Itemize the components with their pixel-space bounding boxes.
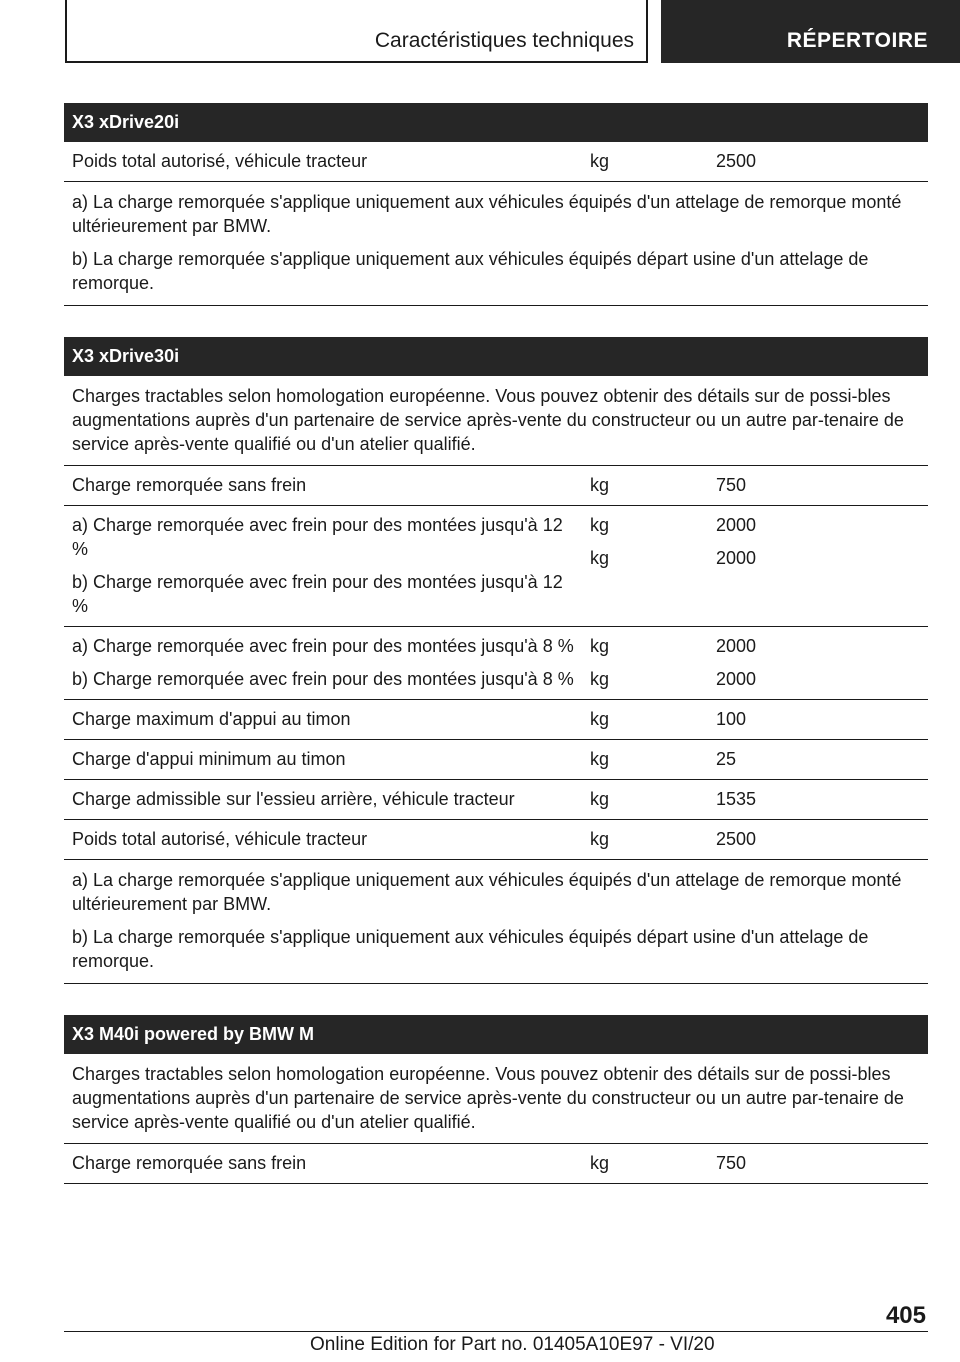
- row-unit: kg: [590, 789, 610, 809]
- row-label-b: b) Charge remorquée avec frein pour des montées jusqu'à 12 %: [72, 572, 563, 616]
- section-intro: Charges tractables selon homologation européenne. Vous pouvez obtenir des détails sur de possi-bles augmentations auprès d'un partenaire de service après-vente du constructeur ou un autre par-tenaire de service après-vente qualifié ou d'un atelier qualifié.: [64, 1054, 928, 1144]
- footnote-a: a) La charge remorquée s'applique uniquement aux véhicules équipés d'un attelage de remorque monté ultérieurement par BMW.: [72, 192, 902, 236]
- row-unit: kg: [590, 829, 610, 849]
- row-label: Charge d'appui minimum au timon: [72, 749, 346, 769]
- row-value: [708, 513, 928, 618]
- table-row: [64, 627, 928, 700]
- row-unit-a: kg: [590, 636, 610, 656]
- section-title: X3 M40i powered by BMW M: [64, 1015, 928, 1054]
- table-row: [64, 466, 928, 506]
- section-intro: Charges tractables selon homologation européenne. Vous pouvez obtenir des détails sur de possi-bles augmentations auprès d'un partenaire de service après-vente du constructeur ou un autre par-tenaire de service après-vente qualifié ou d'un atelier qualifié.: [64, 376, 928, 466]
- section-title: X3 xDrive30i: [64, 337, 928, 376]
- row-unit-a: kg: [590, 515, 610, 535]
- header-section-tab[interactable]: [65, 0, 648, 63]
- row-value: 2500: [716, 829, 757, 849]
- footer-divider: [64, 1331, 928, 1332]
- row-value: 1535: [716, 789, 757, 809]
- header-section-label: Caractéristiques techniques: [374, 29, 634, 52]
- row-label-a: a) Charge remorquée avec frein pour des montées jusqu'à 8 %: [72, 636, 574, 656]
- row-value: 2500: [716, 151, 757, 171]
- table-row: [64, 740, 928, 780]
- row-unit-b: kg: [590, 669, 610, 689]
- row-unit: kg: [590, 749, 610, 769]
- row-label: Charge maximum d'appui au timon: [72, 709, 351, 729]
- row-value: 25: [716, 749, 737, 769]
- row-unit: [582, 634, 708, 691]
- row-label: Charge remorquée sans frein: [72, 1153, 307, 1173]
- footer-edition: Online Edition for Part no. 01405A10E97 - VI/20: [310, 1334, 715, 1355]
- row-unit: [582, 513, 708, 618]
- row-label: [64, 634, 582, 691]
- table-row: [64, 1144, 928, 1184]
- row-label-b: b) Charge remorquée avec frein pour des montées jusqu'à 8 %: [72, 669, 574, 689]
- table-row: [64, 506, 928, 627]
- footnote-a: a) La charge remorquée s'applique uniquement aux véhicules équipés d'un attelage de remorque monté ultérieurement par BMW.: [72, 870, 902, 914]
- header-chapter-label: RÉPERTOIRE: [786, 29, 928, 52]
- row-label-a: a) Charge remorquée avec frein pour des montées jusqu'à 12 %: [72, 515, 563, 559]
- row-label: Poids total autorisé, véhicule tracteur: [72, 829, 368, 849]
- table-row: [64, 780, 928, 820]
- table-row: [64, 820, 928, 860]
- row-value-a: 2000: [716, 636, 757, 656]
- header-chapter-tab[interactable]: [661, 0, 960, 63]
- row-value-b: 2000: [716, 669, 757, 689]
- row-unit: kg: [590, 709, 610, 729]
- row-label: Poids total autorisé, véhicule tracteur: [72, 151, 368, 171]
- footnote-b: b) La charge remorquée s'applique uniquement aux véhicules équipés départ usine d'un attelage de remorque.: [72, 927, 869, 971]
- row-unit: kg: [590, 475, 610, 495]
- footnote-b: b) La charge remorquée s'applique uniquement aux véhicules équipés départ usine d'un attelage de remorque.: [72, 249, 869, 293]
- page-number: 405: [885, 1302, 926, 1329]
- row-value: 100: [716, 709, 747, 729]
- row-unit: kg: [590, 151, 610, 171]
- row-value: 750: [716, 1153, 747, 1173]
- table-row: [64, 700, 928, 740]
- section-title: X3 xDrive20i: [64, 103, 928, 142]
- spec-content: [64, 103, 928, 1184]
- footnotes: [64, 182, 928, 306]
- row-value: [708, 634, 928, 691]
- row-label: Charge admissible sur l'essieu arrière, véhicule tracteur: [72, 789, 515, 809]
- row-value-a: 2000: [716, 515, 757, 535]
- row-unit-b: kg: [590, 548, 610, 568]
- row-value-b: 2000: [716, 548, 757, 568]
- row-label: Charge remorquée sans frein: [72, 475, 307, 495]
- row-label: [64, 513, 582, 618]
- footnotes: [64, 860, 928, 984]
- row-value: 750: [716, 475, 747, 495]
- table-row: [64, 142, 928, 182]
- row-unit: kg: [590, 1153, 610, 1173]
